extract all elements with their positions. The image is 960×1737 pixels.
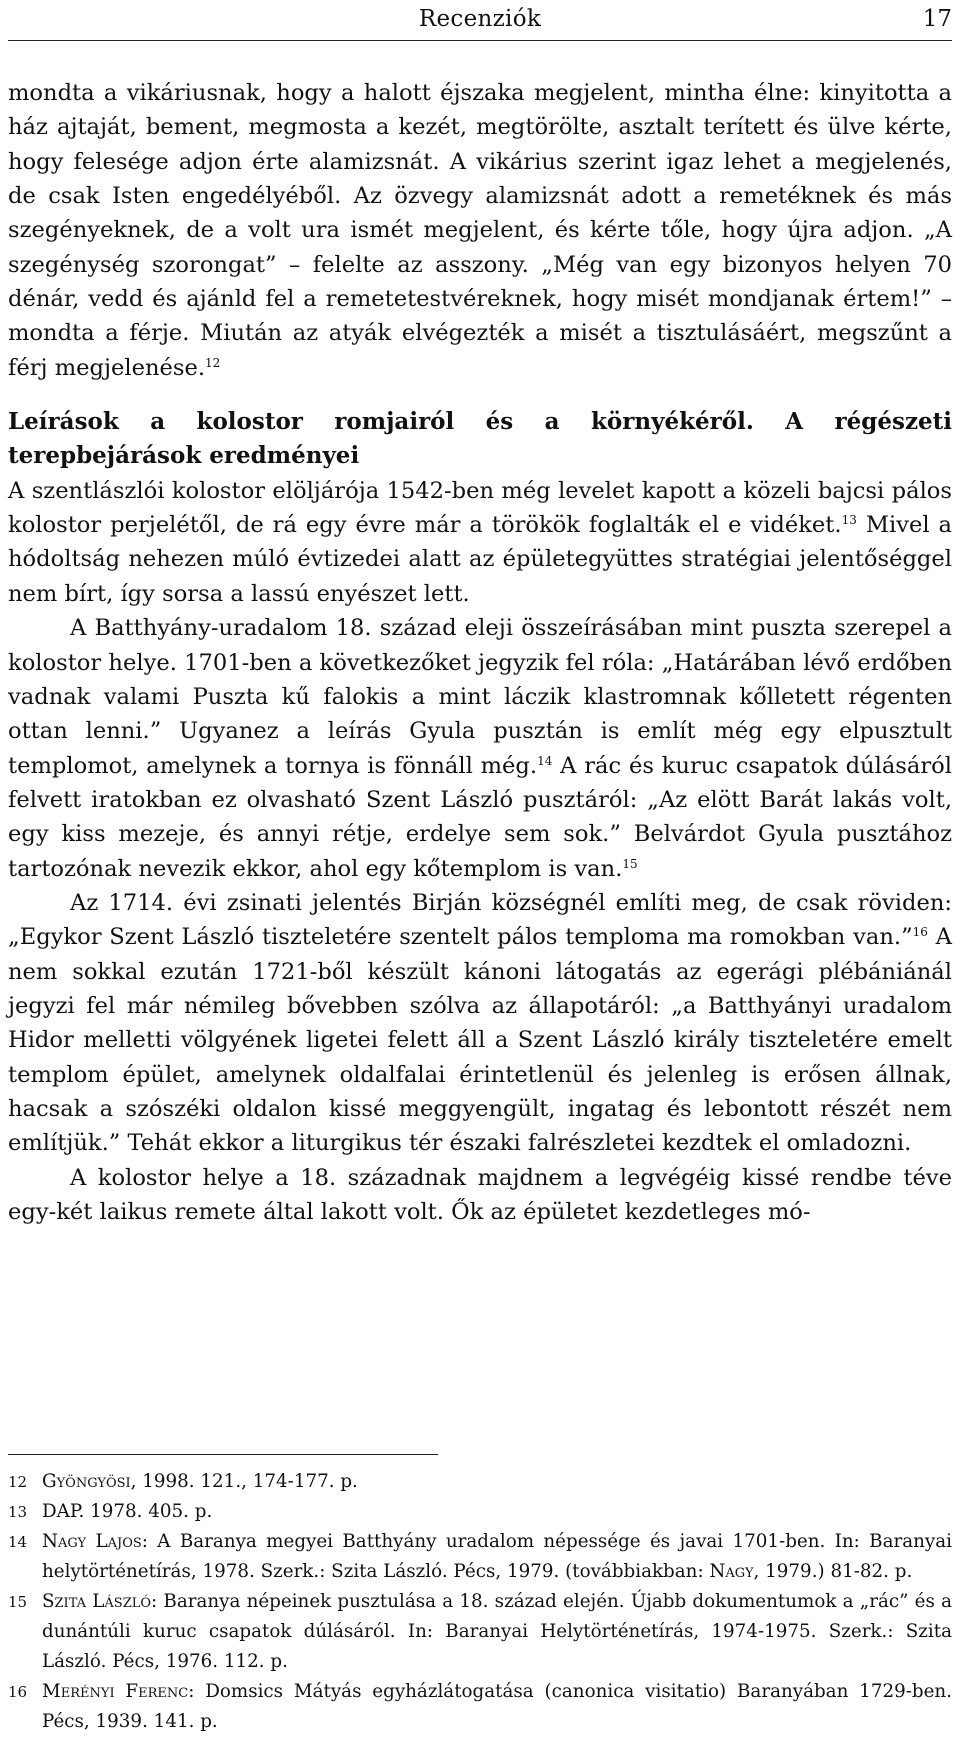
footnote-text: : Baranya népeinek pusztulása a 18. század elején. Újabb dokumentumok a „rác” és a dunántúli kuruc csapatok dúlásáról. In: Baranyai Helytörténetírás, 1974-1975. Szerk.: Szita László. Pécs, 1976. 112. p. [42, 1591, 952, 1672]
paragraph-text: mondta a vikáriusnak, hogy a halott éjszaka megjelent, mintha élne: kinyitotta a ház ajtaját, bement, megmosta a kezét, megtörölte, asztalt terített és ülve kérte, hogy felesége adjon érte alamizsnát. A vikárius szerint igaz lehet a megjelenés, de csak Isten engedélyéből. Az özvegy alamizsnát adott a remetéknek és más szegényeknek, de a volt ura ismét megjelent, és kérte tőle, hogy újra adjon. „A szegénység szorongat” – felelte az asszony. „Még van egy bizonyos helyen 70 dénár, vedd és ajánld fel a remetetestvéreknek, hogy misét mondjanak értem!” – mondta a férje. Miután az atyák elvégezték a misét a tisztulásáért, megszűnt a férj megjelenése. [8, 80, 952, 381]
running-header [8, 0, 952, 41]
footnote-author: Merényi Ferenc [42, 1681, 189, 1702]
footnote-number: 12 [8, 1473, 28, 1491]
paragraph-text: A nem sokkal ezután 1721-ből készült kánoni látogatás az egerági plébániánál jegyzi fel már némileg bővebben szólva az állapotáról: „a Batthyányi uradalom Hidor melletti völgyének ligetei felett áll a Szent László király tiszteletére emelt templom épület, amelynek oldalfalai érintetlenül és jelenleg is erősen állnak, hacsak a szószéki oldalon kissé meggyengült, ingatag és lebontott részét nem említjük.” Tehát ekkor a liturgikus tér északi falrészletei kezdtek el omladozni. [8, 924, 952, 1157]
footnote-ref: 12 [205, 355, 221, 370]
footnote-ref: 14 [537, 753, 553, 768]
footnote-author: Gyöngyösi [42, 1471, 131, 1492]
paragraph-text: Mivel a hódoltság nehezen múló évtizedei alatt az épületegyüttes stratégiai jelentőséggel nem bírt, így sorsa a lassú enyészet lett. [8, 512, 953, 607]
section-heading: Leírások a kolostor romjairól és a környékéről. A régészeti terepbejárások eredményei [8, 408, 952, 470]
footnote-author: Szita László [42, 1591, 152, 1612]
footnote-number: 16 [8, 1683, 28, 1701]
paragraph-5: A kolostor helye a 18. századnak majdnem a legvégéig kissé rendbe téve egy-két laikus remete által lakott volt. Ők az épületet kezdetleges mó- [8, 1164, 952, 1225]
running-title: Recenziók [418, 6, 542, 32]
footnote-text: DAP. 1978. 405. p. [42, 1501, 213, 1522]
paragraph-1 [8, 76, 952, 385]
footnote-author: Nagy Lajos [42, 1531, 142, 1552]
footnote-number: 14 [8, 1533, 28, 1551]
paragraph-text: A Batthyány-uradalom 18. század eleji összeírásában mint puszta szerepel a kolostor helye. 1701-ben a következőket jegyzik fel róla: „Határában lévő erdőben vadnak valami Puszta kű falokis a mint láczik klastromnak kőlletett régenten ottan lenni.” Ugyanez a leírás Gyula pusztán is említ még egy elpusztult templomot, amelynek a tornya is fönnáll még. [8, 615, 952, 779]
footnote-15 [8, 1587, 952, 1677]
footnote-separator [8, 1454, 438, 1455]
footnote-text: : Domsics Mátyás egyházlátogatása (canonica visitatio) Baranyában 1729-ben. Pécs, 1939. 141. p. [42, 1681, 952, 1732]
footnote-text: , 1979.) 81-82. p. [753, 1561, 913, 1582]
footnotes [8, 1467, 952, 1737]
footnote-16 [8, 1677, 952, 1737]
footnote-author: Nagy [709, 1561, 754, 1582]
main-text [8, 76, 952, 1229]
paragraph-4 [8, 886, 952, 1161]
footnote-13 [8, 1497, 952, 1527]
paragraph-text: Az 1714. évi zsinati jelentés Birján községnél említi meg, de csak röviden: „Egykor Szent László tiszteletére szentelt pálos temploma ma romokban van.” [8, 889, 952, 951]
footnote-ref: 16 [912, 925, 928, 940]
paragraph-2 [8, 474, 952, 611]
footnote-ref: 15 [622, 856, 638, 871]
paragraph-text: A rác és kuruc csapatok dúlásáról felvett iratokban ez olvasható Szent László pusztáról: „Az elött Barát lakás volt, egy kiss mezeje, és annyi rétje, erdelye sem sok.” Belvárdot Gyula pusztához tartozónak nevezik ekkor, ahol egy kőtemplom is van. [8, 752, 952, 882]
footnote-14 [8, 1527, 952, 1587]
page-number: 17 [922, 6, 952, 32]
footnote-number: 15 [8, 1593, 28, 1611]
paragraph-text: A szentlászlói kolostor elöljárója 1542-ben még levelet kapott a közeli bajcsi pálos kolostor perjelétől, de rá egy évre már a törökök foglalták el e vidéket. [8, 477, 952, 539]
footnote-text: , 1998. 121., 174-177. p. [130, 1471, 358, 1492]
paragraph-3 [8, 611, 952, 886]
footnote-text: : A Baranya megyei Batthyány uradalom népessége és javai 1701-ben. In: Baranyai helytörténetírás, 1978. Szerk.: Szita László. Pécs, 1979. (továbbiakban: [42, 1531, 952, 1582]
footnote-ref: 13 [841, 513, 857, 528]
footnote-12 [8, 1467, 952, 1497]
footnote-number: 13 [8, 1503, 28, 1521]
